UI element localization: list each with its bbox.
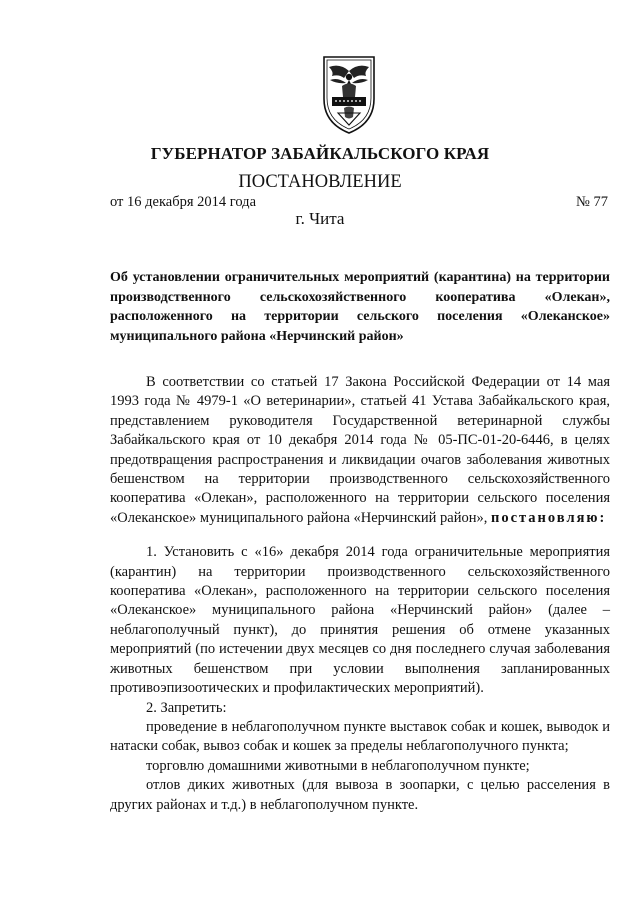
decree-word: постановляю:	[490, 509, 607, 526]
item-2-ban-trade: торговлю домашними животными в неблагополучном пункте;	[146, 757, 530, 774]
item-2-heading: 2. Запретить:	[146, 699, 227, 716]
document-body	[110, 373, 610, 815]
preamble-paragraph	[110, 373, 610, 528]
item-2-ban-exhibitions: проведение в неблагополучном пункте выставок собак и кошек, выводок и натаски собак, вывоз собак и кошек за пределы неблагополучного пункта;	[110, 718, 610, 755]
item-1-paragraph: 1. Установить с «16» декабря 2014 года ограничительные мероприятия (карантин) на территории производственного сельскохозяйственного кооператива «Олекан», расположенного на территории сельского поселения «Олеканское» муниципального района «Нерчинский район» (далее – неблагополучный пункт), до принятия решения об отмене указанных мероприятий (по истечении двух месяцев со дня последнего случая заболевания животных бешенством при условии выполнения запланированных противоэпизоотических и профилактических мероприятий).	[110, 544, 610, 697]
document-date: от 16 декабря 2014 года	[110, 194, 256, 210]
item-2-ban-wild-capture: отлов диких животных (для вывоза в зоопарки, с целью расселения в других районах и т.д.) в неблагополучном пункте.	[110, 777, 610, 813]
document-title: Об установлении ограничительных мероприятий (карантина) на территории производственного сельскохозяйственного кооператива «Олекан», расположенного на территории сельского поселения «Олеканское» муниципального района «Нерчинский район»	[110, 270, 610, 344]
preamble-text: В соответствии со статьей 17 Закона Российской Федерации от 14 мая 1993 года № 4979-1 «О ветеринарии», статьей 41 Устава Забайкальского края, представлением руководителя Государственной ветеринарной службы Забайкальского края от 10 декабря 2014 года № 05-ПС-01-20-6446, в целях предотвращения распространения и ликвидации очагов заболевания животных бешенством на территории производственного сельскохозяйственного кооператива «Олекан», расположенного на территории сельского поселения «Олеканское» муниципального района «Нерчинский район»,	[110, 374, 610, 526]
issuing-authority: ГУБЕРНАТОР ЗАБАЙКАЛЬСКОГО КРАЯ	[150, 144, 490, 163]
document-city: г. Чита	[295, 209, 345, 228]
document-type: ПОСТАНОВЛЕНИЕ	[238, 172, 402, 192]
coat-of-arms-emblem	[320, 53, 378, 137]
document-number: № 77	[576, 194, 608, 210]
paragraph-gap	[110, 528, 610, 543]
